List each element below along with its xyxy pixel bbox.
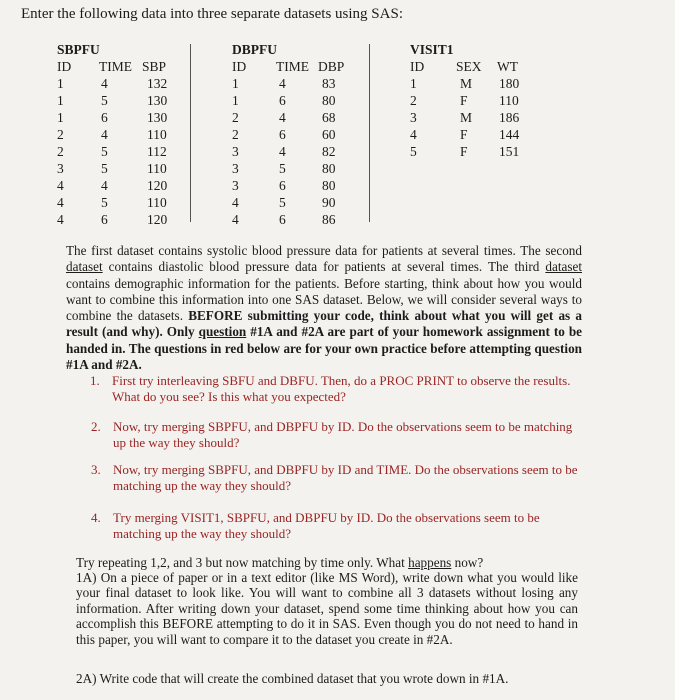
table-row xyxy=(57,109,197,126)
dataset-name: DBPFU xyxy=(232,42,277,57)
table-cell: 180 xyxy=(499,76,520,91)
practice-question xyxy=(91,510,581,542)
table-cell: 1 xyxy=(57,110,64,125)
table-cell: 110 xyxy=(147,127,167,142)
table-row xyxy=(232,194,372,211)
sbpfu-table xyxy=(57,41,197,228)
table-row xyxy=(410,109,550,126)
table-cell: 5 xyxy=(101,144,108,159)
table-row xyxy=(232,177,372,194)
retry-text: now? xyxy=(451,555,484,570)
question-text: Now, try merging SBPFU, and DBPFU by ID and TIME. Do the observations seem to be matching up the way they should? xyxy=(113,462,578,493)
table-cell: 4 xyxy=(57,178,64,193)
table-cell: F xyxy=(460,93,468,108)
col-header: TIME xyxy=(99,59,132,74)
table-cell: 2 xyxy=(232,127,239,142)
question-number: 4. xyxy=(91,510,101,525)
table-cell: 5 xyxy=(410,144,417,159)
intro-bold-text: BEFORE submitting your code, think about what you will get as a result (and why). Only xyxy=(66,308,582,340)
intro-text: contains diastolic blood pressure data for patients at several times. The third xyxy=(102,259,546,275)
table-cell: M xyxy=(460,76,473,91)
table-cell: 80 xyxy=(322,93,336,108)
question-text: First try interleaving SBFU and DBFU. Then, do a PROC PRINT to observe the results. What do you see? Is this what you expected? xyxy=(112,373,571,404)
table-cell: 6 xyxy=(279,212,286,227)
intro-bold-text: #1A and #2A are part of your homework assignment to be handed in. The questions in red below are for your own practice before attempting question #1A and #2A. xyxy=(66,324,583,373)
retry-text: Try repeating 1,2, and 3 but now matching by time only. What xyxy=(76,555,409,570)
table-cell: 2 xyxy=(410,93,417,108)
table-row xyxy=(57,92,197,109)
dbpfu-table xyxy=(232,41,372,228)
table-cell: 6 xyxy=(279,127,286,142)
intro-text: The first dataset contains systolic blood pressure data for patients at several times. The second xyxy=(66,243,582,258)
table-cell: 132 xyxy=(147,76,168,91)
intro-text: dataset xyxy=(66,259,103,275)
retry-instruction xyxy=(76,555,578,570)
practice-question xyxy=(91,419,581,451)
dataset-name: SBPFU xyxy=(57,42,100,57)
table-cell: 1 xyxy=(410,76,417,91)
dataset-name: VISIT1 xyxy=(410,42,454,57)
question-2a: 2A) Write code that will create the combined dataset that you wrote down in #1A. xyxy=(76,671,509,686)
col-header: ID xyxy=(410,59,425,74)
question-1a: 1A) On a piece of paper or in a text editor (like MS Word), write down what you would like your final dataset to look like. You will want to combine all 3 datasets without losing any information. After writing down your dataset, spend some time thinking about how you can accomplish this BEFORE attempting to do it in SAS. Even though you do not need to hand in this paper, you will want to compare it to the dataset you create in #2A. xyxy=(76,570,578,647)
table-row xyxy=(232,160,372,177)
table-row xyxy=(232,126,372,143)
table-cell: 3 xyxy=(57,161,64,176)
table-row xyxy=(410,143,550,160)
col-header: TIME xyxy=(276,59,309,74)
table-row xyxy=(232,211,372,228)
table-cell: 4 xyxy=(101,178,108,193)
table-cell: 4 xyxy=(279,110,286,125)
table-cell: 2 xyxy=(57,144,64,159)
question-number: 3. xyxy=(91,462,101,477)
table-row xyxy=(232,75,372,92)
page-title: Enter the following data into three separate datasets using SAS: xyxy=(21,6,403,22)
intro-text: contains demographic information for the patients. Before starting, think about how you would want to combine this information into one SAS dataset. Below, we will consider several ways to combine the datasets. xyxy=(66,275,582,324)
table-cell: M xyxy=(460,110,473,125)
table-cell: 3 xyxy=(232,178,239,193)
intro-text: dataset xyxy=(545,259,582,275)
question-text: Try merging VISIT1, SBPFU, and DBPFU by ID. Do the observations seem to be matching up the way they should? xyxy=(113,510,540,541)
table-cell: 4 xyxy=(57,195,64,210)
table-cell: 86 xyxy=(322,212,336,227)
table-cell: F xyxy=(460,144,468,159)
table-cell: 90 xyxy=(322,195,336,210)
table-divider xyxy=(190,44,191,222)
table-row xyxy=(57,126,197,143)
table-cell: 110 xyxy=(147,161,167,176)
table-row xyxy=(410,92,550,109)
col-header: DBP xyxy=(318,59,345,74)
visit1-table xyxy=(410,41,550,160)
table-cell: 4 xyxy=(279,144,286,159)
question-text: Now, try merging SBPFU, and DBPFU by ID. Do the observations seem to be matching up the way they should? xyxy=(113,419,573,450)
table-row xyxy=(410,75,550,92)
table-cell: 110 xyxy=(147,195,167,210)
table-cell: 1 xyxy=(232,93,239,108)
intro-bold-text: question xyxy=(198,324,247,340)
col-header: SEX xyxy=(456,59,482,74)
table-title xyxy=(410,41,550,58)
table-cell: 112 xyxy=(147,144,167,159)
table-cell: 2 xyxy=(57,127,64,142)
question-number: 2. xyxy=(91,419,101,434)
table-row xyxy=(57,143,197,160)
table-cell: 5 xyxy=(101,93,108,108)
table-cell: 144 xyxy=(499,127,520,142)
table-cell: 4 xyxy=(101,127,108,142)
table-divider xyxy=(369,44,370,222)
table-cell: 83 xyxy=(322,76,336,91)
table-cell: 110 xyxy=(499,93,519,108)
table-cell: 1 xyxy=(57,76,64,91)
table-cell: 151 xyxy=(499,144,520,159)
table-row xyxy=(232,92,372,109)
table-cell: 3 xyxy=(232,161,239,176)
table-title xyxy=(232,41,372,58)
table-row xyxy=(57,75,197,92)
intro-paragraph xyxy=(66,243,582,373)
table-cell: 4 xyxy=(57,212,64,227)
table-cell: 80 xyxy=(322,178,336,193)
table-cell: 6 xyxy=(279,178,286,193)
table-cell: 5 xyxy=(101,195,108,210)
practice-question xyxy=(90,373,582,405)
table-cell: 6 xyxy=(101,110,108,125)
table-cell: 130 xyxy=(147,93,168,108)
retry-text: happens xyxy=(408,555,452,570)
col-header: ID xyxy=(57,59,72,74)
question-number: 1. xyxy=(90,373,100,388)
table-cell: 68 xyxy=(322,110,336,125)
table-cell: 2 xyxy=(232,110,239,125)
table-cell: 6 xyxy=(101,212,108,227)
table-row xyxy=(57,177,197,194)
table-cell: 4 xyxy=(410,127,417,142)
table-cell: 4 xyxy=(101,76,108,91)
table-cell: F xyxy=(460,127,468,142)
table-title xyxy=(57,41,197,58)
table-row xyxy=(57,160,197,177)
table-cell: 4 xyxy=(279,76,286,91)
table-header-row xyxy=(232,58,372,75)
col-header: SBP xyxy=(142,59,167,74)
table-cell: 5 xyxy=(279,161,286,176)
table-cell: 4 xyxy=(232,212,239,227)
table-cell: 186 xyxy=(499,110,520,125)
col-header: ID xyxy=(232,59,247,74)
table-cell: 1 xyxy=(57,93,64,108)
table-cell: 130 xyxy=(147,110,168,125)
table-cell: 5 xyxy=(101,161,108,176)
table-cell: 120 xyxy=(147,178,168,193)
table-row xyxy=(410,126,550,143)
col-header: WT xyxy=(497,59,518,74)
table-row xyxy=(57,211,197,228)
table-cell: 4 xyxy=(232,195,239,210)
table-cell: 120 xyxy=(147,212,168,227)
table-header-row xyxy=(410,58,550,75)
table-row xyxy=(232,143,372,160)
table-row xyxy=(57,194,197,211)
table-cell: 82 xyxy=(322,144,336,159)
table-cell: 80 xyxy=(322,161,336,176)
table-cell: 5 xyxy=(279,195,286,210)
table-cell: 60 xyxy=(322,127,336,142)
table-cell: 1 xyxy=(232,76,239,91)
table-cell: 3 xyxy=(232,144,239,159)
table-cell: 3 xyxy=(410,110,417,125)
practice-question xyxy=(91,462,581,494)
table-row xyxy=(232,109,372,126)
table-cell: 6 xyxy=(279,93,286,108)
table-header-row xyxy=(57,58,197,75)
